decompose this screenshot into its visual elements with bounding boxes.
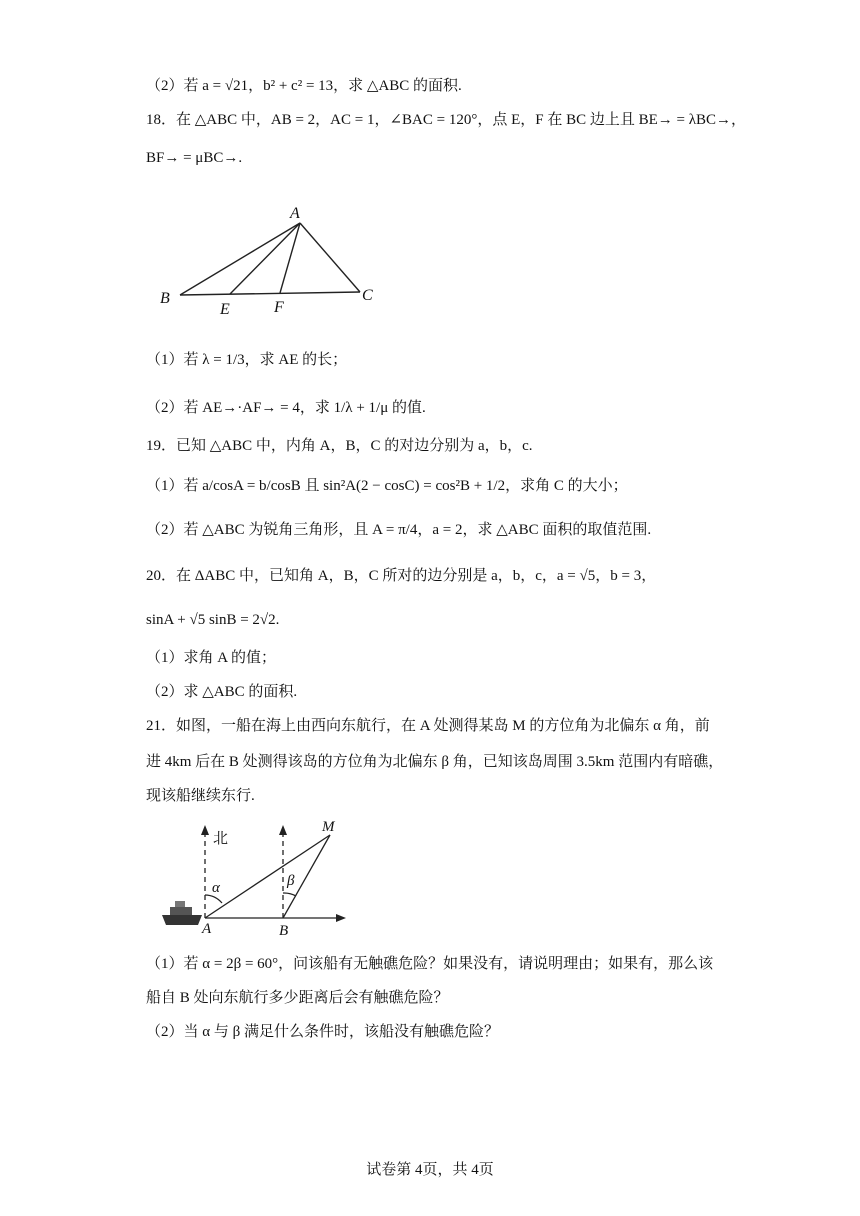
label-alpha: α [212, 880, 220, 896]
q19-stem [146, 436, 533, 456]
q18-part2-text: （2）若 AE→·AF→ = 4，求 1/λ + 1/μ 的值. [146, 400, 426, 416]
q20-part1 [146, 648, 276, 668]
q20-stem-line2 [146, 610, 279, 630]
q19-part2 [146, 520, 651, 540]
label-B21: B [279, 923, 289, 935]
q18-stem-line2 [146, 148, 242, 168]
label-M: M [322, 819, 335, 835]
label-E: E [220, 301, 230, 318]
q21-part1-line2-text: 船自 B 处向东航行多少距离后会有触礁危险？ [146, 990, 449, 1006]
q19-stem-text: 19．已知 △ABC 中，内角 A，B，C 的对边分别为 a，b，c. [146, 438, 533, 454]
label-A: A [290, 205, 300, 222]
label-north: 北 [213, 831, 229, 847]
q18-stem-line2-text: BF→ = μBC→. [146, 150, 243, 166]
q21-part2 [146, 1022, 499, 1042]
q20-part1-text: （1）求角 A 的值； [146, 650, 277, 666]
page-footer: 试卷第 4页，共 4页 [366, 1162, 494, 1178]
ship-icon [162, 901, 202, 925]
q20-stem-line1-text: 20．在 ΔABC 中，已知角 A，B，C 所对的边分别是 a，b，c，a = √5，b = 3， [146, 568, 657, 584]
q21-part1-line1 [146, 954, 713, 974]
q21-stem-line3 [146, 786, 255, 806]
label-C: C [362, 287, 373, 304]
label-F: F [274, 299, 284, 316]
q21-part1-line2 [146, 988, 449, 1008]
q18-part1-text: （1）若 λ = 1/3，求 AE 的长； [146, 352, 348, 368]
q21-part1-line1-text: （1）若 α = 2β = 60°，问该船有无触礁危险？如果没有，请说明理由；如果有，那么该 [146, 956, 714, 972]
q20-stem-line1 [146, 566, 656, 586]
q18-part2 [146, 398, 426, 418]
q21-bearing-figure [150, 815, 360, 935]
q21-stem-line2 [146, 752, 723, 772]
label-A21: A [202, 921, 212, 935]
q21-part2-text: （2）当 α 与 β 满足什么条件时，该船没有触礁危险？ [146, 1024, 499, 1040]
q19-part2-text: （2）若 △ABC 为锐角三角形，且 A = π/4，a = 2，求 △ABC 面积的取值范围. [146, 522, 652, 538]
q19-part1-text: （1）若 a/cosA = b/cosB 且 sin²A(2 − cosC) = cos²B + 1/2，求角 C 的大小； [146, 478, 628, 494]
q18-triangle-figure [150, 200, 390, 320]
q20-part2-text: （2）求 △ABC 的面积. [146, 684, 298, 700]
q19-part1 [146, 476, 628, 496]
q21-stem-line3-text: 现该船继续东行. [146, 788, 255, 804]
q17-part2 [146, 76, 462, 96]
q21-stem-line1-text: 21．如图，一船在海上由西向东航行，在 A 处测得某岛 M 的方位角为北偏东 α 角，前 [146, 718, 710, 734]
label-B: B [160, 290, 170, 307]
label-beta: β [287, 873, 295, 889]
q20-stem-line2-text: sinA + √5 sinB = 2√2. [146, 612, 280, 628]
q18-part1 [146, 350, 347, 370]
q18-stem-line1-text: 18．在 △ABC 中，AB = 2，AC = 1，∠BAC = 120°，点 E，F 在 BC 边上且 BE→ = λBC→， [146, 112, 747, 128]
q20-part2 [146, 682, 297, 702]
q17-part2-text: （2）若 a = √21，b² + c² = 13，求 △ABC 的面积. [146, 78, 462, 94]
q18-stem-line1 [146, 110, 746, 130]
q21-stem-line1 [146, 716, 710, 736]
q21-stem-line2-text: 进 4km 后在 B 处测得该岛的方位角为北偏东 β 角，已知该岛周围 3.5km 范围内有暗礁， [146, 754, 724, 770]
